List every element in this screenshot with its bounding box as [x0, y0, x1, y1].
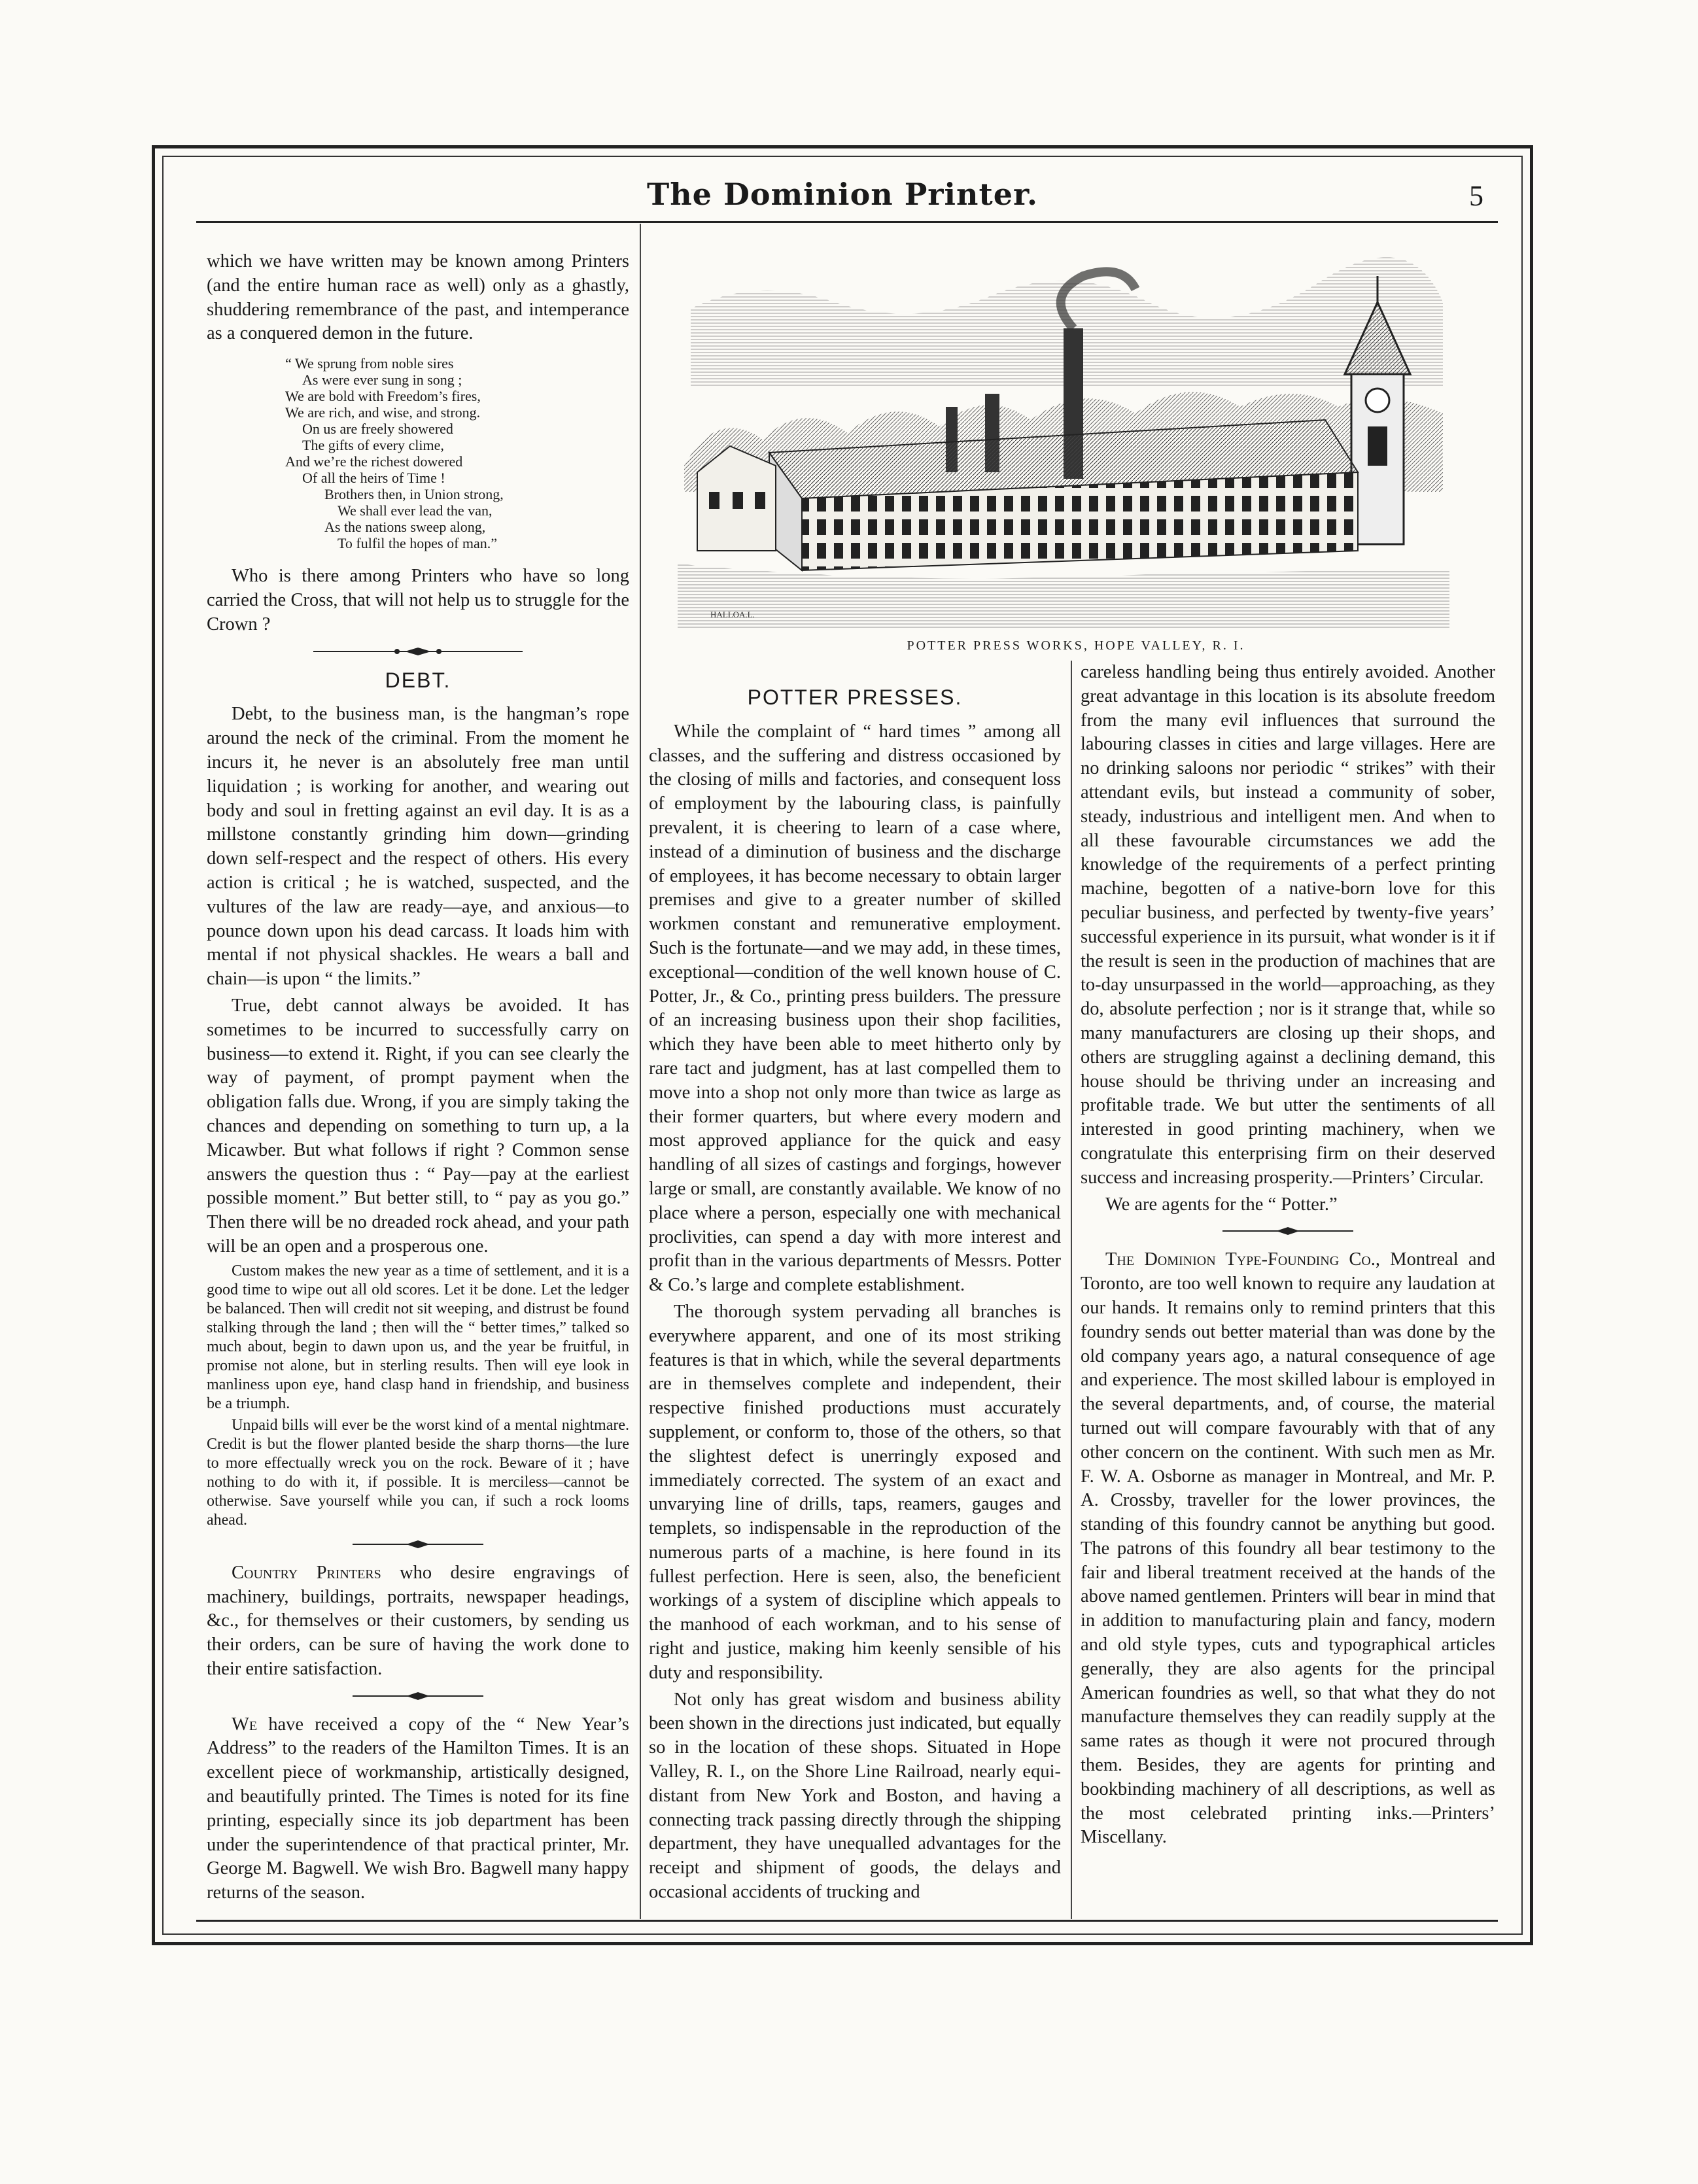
column-divider-2: [1071, 661, 1072, 1919]
potter-presses-heading: POTTER PRESSES.: [747, 685, 963, 709]
poem-line: We shall ever lead the van,: [338, 502, 493, 519]
poem-line: As the nations sweep along,: [324, 519, 486, 536]
type-founding-paragraph: [1081, 1248, 1495, 1850]
ornament-separator: [207, 1539, 629, 1550]
type-founding-lead: The Dominion Type-Founding Co.,: [1105, 1249, 1381, 1270]
masthead: [162, 177, 1523, 213]
debt-heading: DEBT.: [385, 668, 451, 692]
type-founding-text: Montreal and Toronto, are too well known to require any laudation at our hands. It remains only to remind printers that this foundry sends out better material than was done by the old company years ago, a natural consequence of age and experience. The most skilled labour is employed in the several departments, and, of course, the material turned out will compare favourably with that of any other concern on the continent. With such men as Mr. F. W. A. Osborne as manager in Montreal, and Mr. P. A. Crossby, traveller for the lower provinces, the standing of this foundry cannot be anything but good. The patrons of this foundry all bear testimony to the fair and liberal treatment received at the hands of the above named gentlemen. Printers will bear in mind that in addition to manufacturing plain and fancy, modern and old style types, cuts and typographical articles generally, they are also agents for the principal American foundries as well, so that what they do not manufacture themselves they can readily supply at the same rates as though it were not procured through them. Besides, they are agents for printing and bookbinding machinery of all descriptions, as well as the most celebrated printing inks.—Printers’ Miscellany.: [1081, 1249, 1495, 1848]
potter-press-works-engraving: [678, 256, 1449, 629]
poem-line: To fulfil the hopes of man.”: [338, 535, 498, 552]
poem-line: And we’re the richest dowered: [285, 453, 463, 470]
country-printers-lead: Country Printers: [232, 1562, 381, 1583]
country-printers-paragraph: [207, 1561, 629, 1682]
ornament-separator: [1081, 1226, 1495, 1236]
debt-paragraph-2: True, debt cannot always be avoided. It has sometimes to be incurred to successfully carry on business—to extend it. Right, if you can see clearly the way of payment, of prompt payment when the obligation falls due. Wrong, if you are simply taking the chances and depending on something to turn up, a la Micawber. But what follows if right ? Common sense answers the question thus : “ Pay—pay at the earliest possible moment.” But better still, to “ pay as you go.” Then there will be no dreaded rock ahead, and your path will be an open and a prosperous one.: [207, 995, 629, 1257]
poem-line: The gifts of every clime,: [302, 437, 444, 454]
poem-line: As were ever sung in song ;: [302, 372, 462, 389]
new-years-lead: We: [232, 1714, 258, 1735]
potter-paragraph-3: Not only has great wisdom and business ability been shown in the directions just indicated, but equally so in the location of these shops. Situated in Hope Valley, R. I., on the Shore Line Railroad, nearly equi-distant from New York and Boston, and having a connecting track passing directly through the shipping department, they have unequalled advantages for the receipt and shipment of goods, the delays and occasional accidents of trucking and: [649, 1689, 1061, 1903]
page-number: 5: [1469, 180, 1483, 212]
illustration-caption: POTTER PRESS WORKS, HOPE VALLEY, R. I.: [907, 638, 1245, 653]
column-1: [207, 250, 629, 1908]
debt-paragraph-3: Custom makes the new year as a time of settlement, and it is a good time to wipe out all old scores. Let it be done. Let the ledger be balanced. Then will credit not sit weeping, and distrust be found stalking through the land ; then will the “ better times,” talked so much about, begin to dawn upon us, and the year be fruitful, in promise not alone, but in sterling results. Then will eye look in manliness upon eye, hand clasp hand in friendship, and business be a triumph.: [207, 1262, 629, 1412]
header-rule: [196, 221, 1498, 223]
poem-line: Brothers then, in Union strong,: [324, 486, 504, 503]
poem-line: Of all the heirs of Time !: [302, 470, 445, 487]
potter-paragraph-2: The thorough system pervading all branches is everywhere apparent, and one of its most striking features is that in which, while the several departments are in themselves complete and independent, their respective finished productions must accurately supplement, or conform to, those of the others, so that the slightest defect is unerringly exposed and immediately corrected. The system of an exact and unvarying line of drills, taps, reamers, gauges and templets, so indispensable in the reproduction of the numerous parts of a machine, is here found in its fullest perfection. Here is seen, also, the beneficient workings of a system of discipline which appeals to the manhood of each workman, and to his sense of right and justice, making him keenly sensible of his duty and responsibility.: [649, 1301, 1061, 1683]
ornament-separator: [207, 646, 629, 657]
country-printers-text: who desire engravings of machinery, buildings, portraits, newspaper headings, &c., for themselves or their customers, by sending us their orders, can be sure of having the work done to their entire satisfaction.: [207, 1562, 629, 1679]
poem: [207, 355, 629, 551]
question-paragraph: Who is there among Printers who have so long carried the Cross, that will not help us to struggle for the Crown ?: [207, 566, 629, 634]
poem-line: We are bold with Freedom’s fires,: [285, 388, 481, 405]
ornament-separator: [207, 1691, 629, 1701]
footer-rule: [196, 1920, 1498, 1922]
poem-line: On us are freely showered: [302, 421, 453, 438]
poem-line: “ We sprung from noble sires: [285, 355, 454, 372]
potter-paragraph-1: While the complaint of “ hard times ” among all classes, and the suffering and distress occasioned by the closing of mills and factories, and consequent loss of employment by the labouring class, is painfully prevalent, it is cheering to learn of a case where, instead of a diminution of business and the discharge of employees, it has become necessary to obtain larger premises and give to a greater number of skilled workmen constant and remunerative employment. Such is the fortunate—and we may add, in these times, exceptional—condition of the well known house of C. Potter, Jr., & Co., printing press builders. The pressure of an increasing business upon their shop facilities, which they have been able to meet hitherto only by rare tact and judgment, has at last compelled them to move into a shop not only more than twice as large as their former quarters, but where every modern and most approved appliance for the quick and easy handling of all sizes of castings and forgings, however large or small, are constantly available. We know of no place where a person, especially one with mechanical proclivities, can spend a day with more interest and profit than in the various departments of Messrs. Potter & Co.’s large and complete establishment.: [649, 721, 1061, 1296]
masthead-title: The Dominion Printer.: [646, 177, 1039, 212]
poem-line: We are rich, and wise, and strong.: [285, 404, 481, 421]
new-years-text: have received a copy of the “ New Year’s Address” to the readers of the Hamilton Times. It is an excellent piece of workmanship, artistically designed, and beautifully printed. The Times is noted for its fine printing, especially since its job department has been under the superintendence of that practical printer, Mr. George M. Bagwell. We wish Bro. Bagwell many happy returns of the season.: [207, 1714, 629, 1903]
column-divider-1: [640, 224, 641, 1919]
debt-paragraph-1: Debt, to the business man, is the hangman’s rope around the neck of the criminal. From the moment he incurs it, he never is an absolutely free man until liquidation ; is working for another, and wearing out body and soul in fretting against an evil day. It is as a millstone constantly grinding him down—grinding down self-respect and the respect of others. His every action is critical ; he is watched, suspected, and the vultures of the law are ready—aye, and anxious—to pounce down upon his dead carcass. It loads him with mental if not physical shackles. He wears a ball and chain—is upon “ the limits.”: [207, 704, 629, 990]
debt-paragraph-4: Unpaid bills will ever be the worst kind of a mental nightmare. Credit is but the flower planted beside the sharp thorns—the lure to more effectually wreck you on the rock. Beware of it ; have nothing to do with it, if possible. It is merciless—cannot be otherwise. Save yourself while you can, if such a rock looms ahead.: [207, 1416, 629, 1529]
intro-paragraph: which we have written may be known among Printers (and the entire human race as well) only as a ghastly, shuddering remembrance of the past, and intemperance as a conquered demon in the future.: [207, 251, 629, 344]
engraver-signature: HALLOA.L.: [710, 610, 755, 619]
potter-continued-paragraph: careless handling being thus entirely avoided. Another great advantage in this location is its absolute freedom from the many evil influences that surround the labouring classes in cities and large villages. Here are no drinking saloons nor periodic “ strikes” with their attendant evils, but instead a community of sober, steady, industrious and intelligent men. And when to all these favourable circumstances we add the knowledge of the requirements of a perfect printing machine, begotten of a native-born love for this peculiar business, and perfected by twenty-five years’ successful experience in its pursuit, what wonder is it if the result is seen in the production of machines that are to-day unsurpassed in the world—approaching, as they do, absolute perfection ; nor is it strange that, while so many manufacturers are closing up their shops, and others are struggling against a declining demand, this house should be thriving under an increasing and profitable trade. We but utter the sentiments of all interested in good printing machinery, when we congratulate this enterprising firm on their deserved success and increasing prosperity.—Printers’ Circular.: [1081, 662, 1495, 1188]
new-years-address-paragraph: [207, 1713, 629, 1905]
column-3: [1081, 661, 1495, 1852]
agents-line: We are agents for the “ Potter.”: [1105, 1194, 1338, 1215]
column-2: [649, 679, 1061, 1907]
